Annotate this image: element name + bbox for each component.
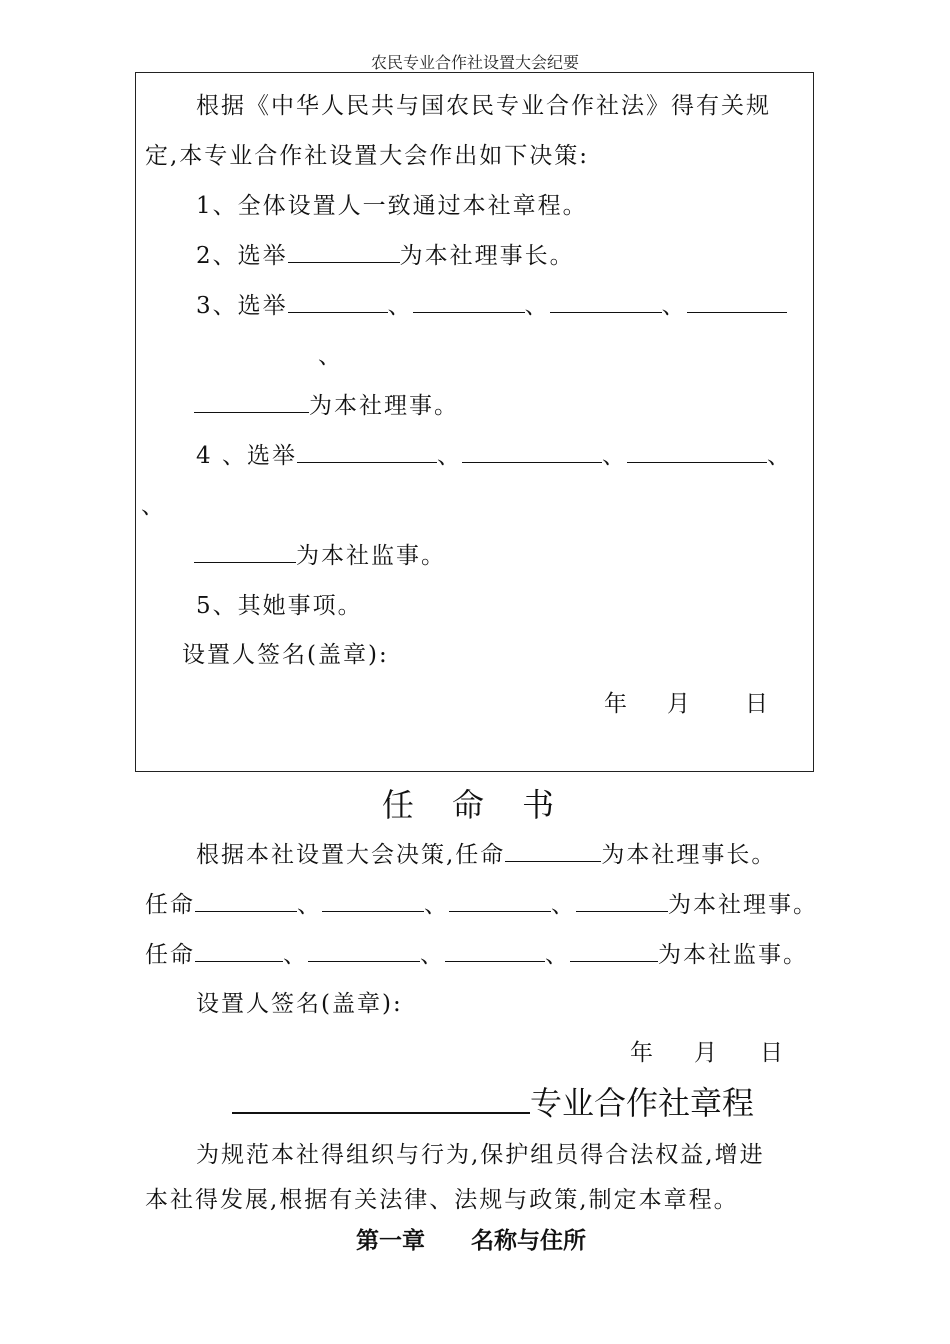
director-blank [322, 893, 424, 912]
item-3-suffix: 为本社理事。 [309, 393, 459, 419]
director-blank [687, 294, 787, 313]
separator: 、 [545, 942, 570, 968]
supervisor-blank [297, 444, 437, 463]
page-header: 农民专业合作社设置大会纪要 [370, 53, 579, 72]
appointment-line-2 [145, 886, 818, 919]
chairman-blank [288, 244, 400, 263]
appointment-line-3 [145, 936, 808, 969]
director-blank [550, 294, 662, 313]
appointment-line-3-suffix: 为本社监事。 [658, 942, 808, 968]
charter-title: 专业合作社章程 [530, 1084, 755, 1122]
appointment-date-year: 年 [630, 1040, 655, 1066]
appointment-title: 任 命 书 [381, 786, 569, 824]
item-3-prefix: 3、选举 [196, 293, 288, 319]
item-4 [196, 437, 792, 470]
director-blank [194, 394, 309, 413]
supervisor-blank [445, 943, 545, 962]
separator: 、 [601, 443, 627, 469]
charter-para-line-2: 本社得发展,根据有关法律、法规与政策,制定本章程。 [145, 1187, 739, 1213]
supervisor-blank [194, 544, 296, 563]
separator: 、 [524, 293, 550, 319]
appointment-line-1 [196, 836, 776, 869]
intro-line-2: 定,本专业合作社设置大会作出如下决策: [145, 143, 590, 169]
box-signature: 设置人签名(盖章): [182, 642, 389, 668]
separator: 、 [283, 942, 308, 968]
box-date-month: 月 [667, 691, 692, 717]
item-3-cont [194, 387, 459, 420]
item-3 [196, 287, 787, 320]
supervisor-blank [462, 444, 602, 463]
item-4-suffix: 为本社监事。 [296, 543, 446, 569]
supervisor-blank [308, 943, 420, 962]
appointment-line-1-suffix: 为本社理事长。 [601, 842, 777, 868]
item-5: 5、其她事项。 [196, 593, 363, 619]
director-blank [288, 294, 388, 313]
chairman-blank [505, 843, 601, 862]
separator: 、 [297, 892, 322, 918]
separator: 、 [141, 493, 166, 519]
separator: 、 [420, 942, 445, 968]
supervisor-blank [570, 943, 658, 962]
separator: 、 [436, 443, 462, 469]
separator: 、 [551, 892, 576, 918]
intro-line-1: 根据《中华人民共与国农民专业合作社法》得有关规 [196, 93, 771, 119]
item-4-cont [194, 537, 446, 570]
director-blank [449, 893, 551, 912]
chapter-heading: 第一章 名称与住所 [356, 1228, 586, 1254]
separator: 、 [387, 293, 413, 319]
appointment-line-1-prefix: 根据本社设置大会决策,任命 [196, 842, 506, 868]
appointment-signature: 设置人签名(盖章): [196, 991, 403, 1017]
charter-para-line-1: 为规范本社得组织与行为,保护组员得合法权益,增进 [196, 1142, 765, 1168]
separator: 、 [424, 892, 449, 918]
supervisor-blank [627, 444, 767, 463]
supervisor-blank [195, 943, 283, 962]
item-4-prefix: 4 、选举 [196, 443, 297, 469]
item-2 [196, 237, 575, 270]
separator: 、 [661, 293, 687, 319]
item-1: 1、全体设置人一致通过本社章程。 [196, 193, 588, 219]
appointment-date-month: 月 [694, 1040, 719, 1066]
separator: 、 [766, 443, 792, 469]
cooperative-name-blank [232, 1112, 530, 1114]
item-2-prefix: 2、选举 [196, 243, 288, 269]
item-2-suffix: 为本社理事长。 [399, 243, 575, 269]
separator: 、 [318, 343, 343, 369]
box-date-day: 日 [745, 691, 770, 717]
director-blank [576, 893, 668, 912]
appointment-date-day: 日 [760, 1040, 785, 1066]
director-blank [413, 294, 525, 313]
box-date-year: 年 [604, 691, 629, 717]
appointment-line-3-prefix: 任命 [145, 942, 195, 968]
appointment-line-2-prefix: 任命 [145, 892, 195, 918]
appointment-line-2-suffix: 为本社理事。 [668, 892, 818, 918]
director-blank [195, 893, 297, 912]
